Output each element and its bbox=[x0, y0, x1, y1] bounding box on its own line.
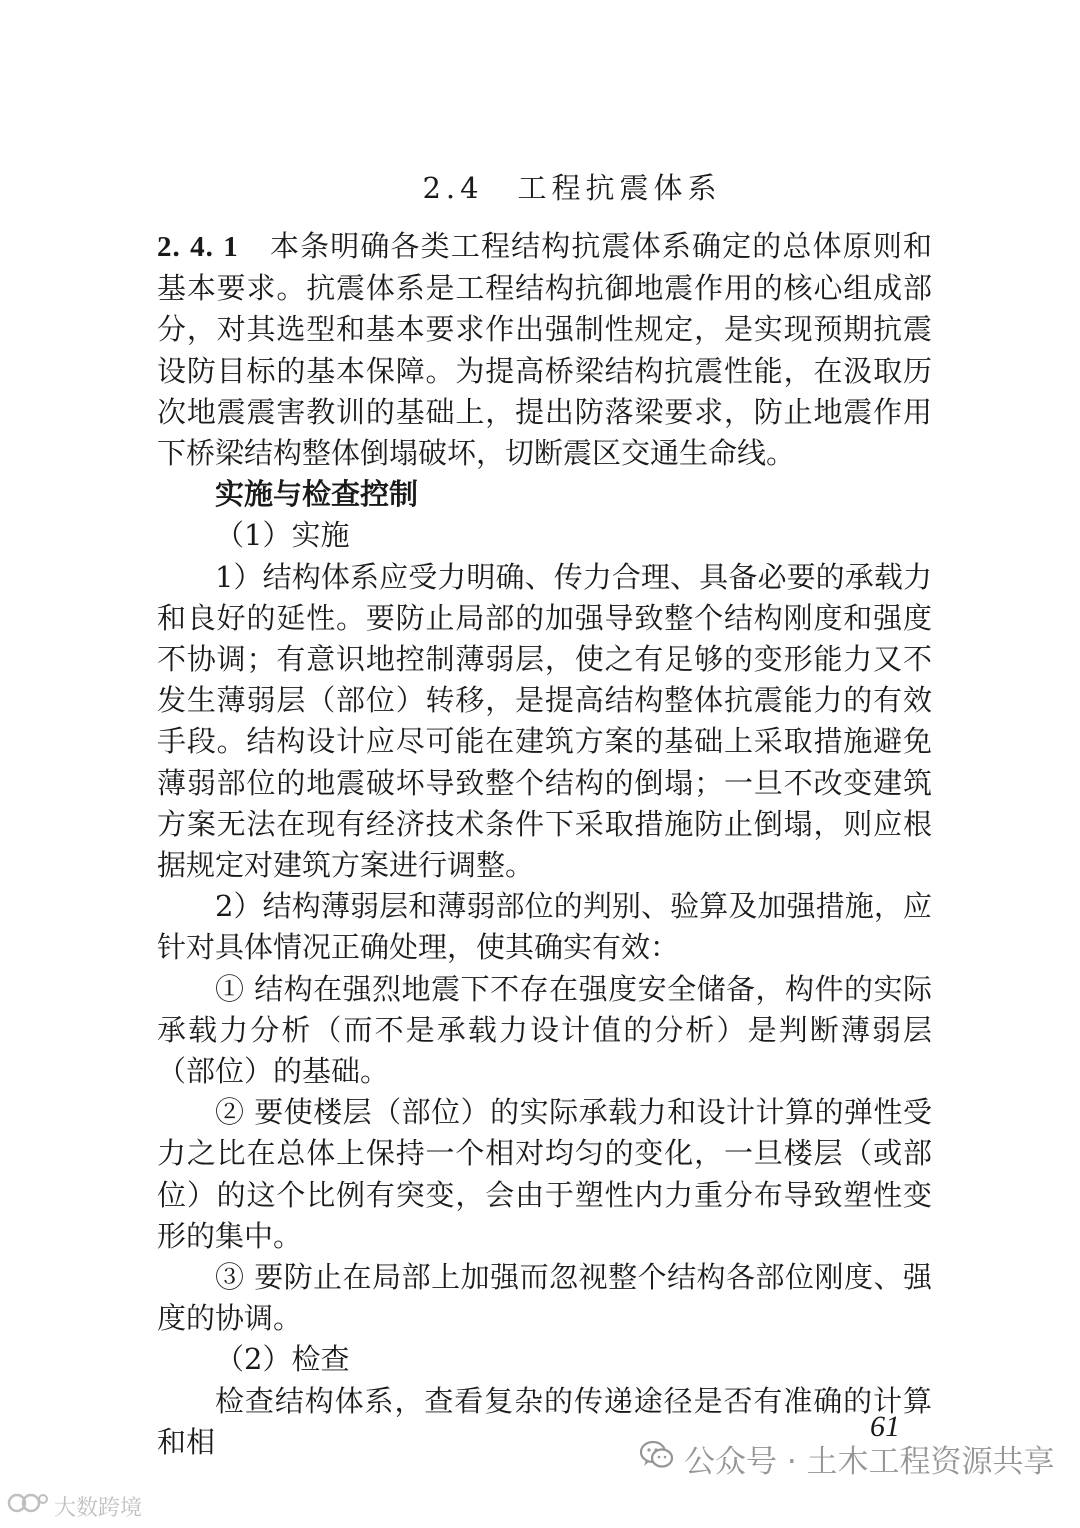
control-heading: 实施与检查控制 bbox=[215, 477, 419, 512]
brand-text: 大数跨境 bbox=[54, 1495, 143, 1521]
section-title: 2.4 工程抗震体系 bbox=[422, 171, 722, 205]
implementation-heading: （1）实施 bbox=[215, 518, 350, 553]
watermark-wechat bbox=[640, 1436, 1055, 1481]
brand-logo-icon bbox=[6, 1490, 50, 1522]
clause-text: 本条明确各类工程结构抗震体系确定的总体原则和基本要求。抗震体系是工程结构抗御地震作用的核心组成部分，对其选型和基本要求作出强制性规定，是实现预期抗震设防目标的基本保障。为提高桥梁结构抗震性能，在汲取历次地震震害教训的基础上，提出防落梁要求，防止地震作用下桥梁结构整体倒塌破坏，切断震区交通生命线。 bbox=[157, 229, 932, 471]
clause-paragraph bbox=[157, 226, 932, 474]
watermark-brand bbox=[6, 1490, 142, 1522]
wechat-icon bbox=[640, 1440, 674, 1478]
implementation-item-1: 1）结构体系应受力明确、传力合理、具备必要的承载力和良好的延性。要防止局部的加强导致整个结构刚度和强度不协调；有意识地控制薄弱层，使之有足够的变形能力又不发生薄弱层（部位）转移，是提高结构整体抗震能力的有效手段。结构设计应尽可能在建筑方案的基础上采取措施避免薄弱部位的地震破坏导致整个结构的倒塌；一旦不改变建筑方案无法在现有经济技术条件下采取措施防止倒塌，则应根据规定对建筑方案进行调整。 bbox=[157, 559, 932, 883]
implementation-subitem-2: ② 要使楼层（部位）的实际承载力和设计计算的弹性受力之比在总体上保持一个相对均匀的变化，一旦楼层（或部位）的这个比例有突变，会由于塑性内力重分布导致塑性变形的集中。 bbox=[157, 1095, 932, 1253]
document-body bbox=[157, 226, 932, 1463]
implementation-item-2: 2）结构薄弱层和薄弱部位的判别、验算及加强措施，应针对具体情况正确处理，使其确实有效： bbox=[157, 889, 932, 965]
inspection-heading: （2）检查 bbox=[215, 1342, 350, 1377]
implementation-subitem-1: ① 结构在强烈地震下不存在强度安全储备，构件的实际承载力分析（而不是承载力设计值的分析）是判断薄弱层（部位）的基础。 bbox=[157, 971, 932, 1089]
clause-number: 2. 4. 1 bbox=[157, 231, 239, 263]
page-number: 61 bbox=[870, 1410, 900, 1443]
inspection-text: 检查结构体系，查看复杂的传递途径是否有准确的计算和相 bbox=[157, 1383, 932, 1459]
implementation-subitem-3: ③ 要防止在局部上加强而忽视整个结构各部位刚度、强度的协调。 bbox=[157, 1260, 932, 1336]
watermark-text: 公众号 · 土木工程资源共享 bbox=[684, 1444, 1055, 1480]
